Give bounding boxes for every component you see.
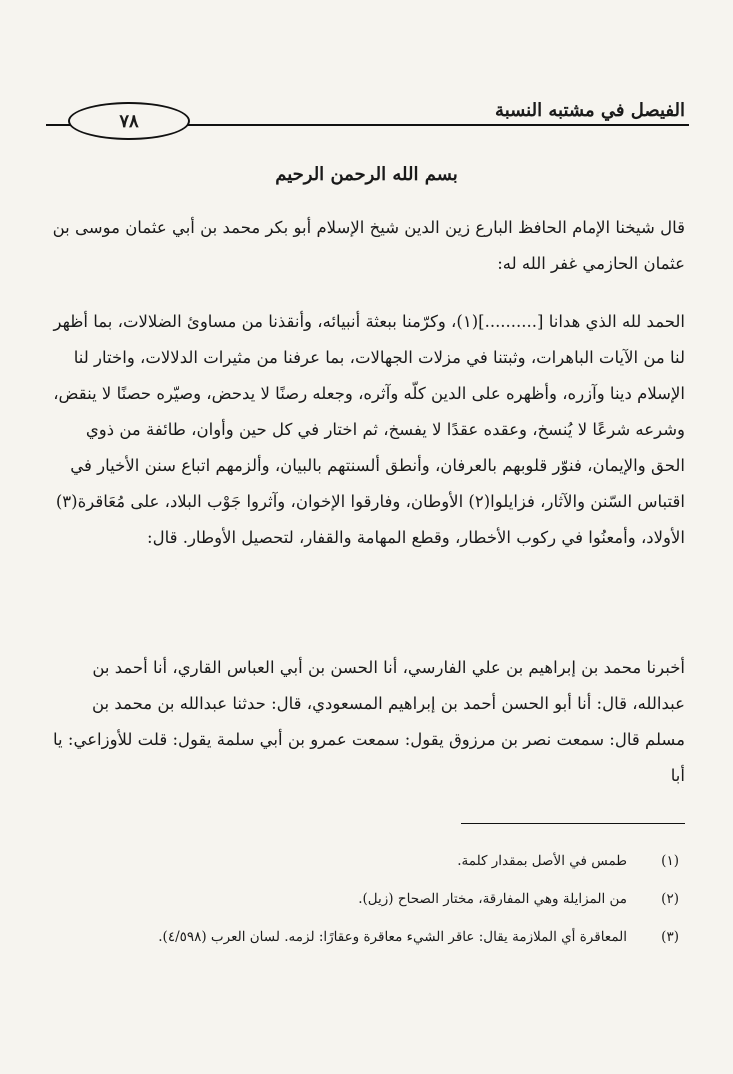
footnote-text: من المزايلة وهي المفارقة، مختار الصحاح (زيل). [358, 891, 627, 907]
footnote-text: طمس في الأصل بمقدار كلمة. [457, 853, 627, 869]
paragraph-text: أخبرنا محمد بن إبراهيم بن علي الفارسي، أنا الحسن بن أبي العباس القاري، أنا أحمد بن عبدالله، قال: أنا أبو الحسن أحمد بن إبراهيم المسعودي، قال: حدثنا عبدالله بن محمد بن مسلم قال: سمعت نصر بن مرزوق يقول: سمعت عمرو بن أبي سلمة يقول: قلت للأوزاعي: يا أبا [53, 658, 685, 785]
page-number: ٧٨ [119, 110, 139, 132]
footnote-divider [461, 823, 685, 824]
paragraph-text: قال شيخنا الإمام الحافظ البارع زين الدين شيخ الإسلام أبو بكر محمد بن أبي عثمان موسى بن عثمان الحازمي غفر الله له: [52, 218, 685, 273]
footnote-text: المعاقرة أي الملازمة يقال: عاقر الشيء معاقرة وعقارًا: لزمه. لسان العرب (٤/٥٩٨). [158, 929, 627, 945]
footnotes [48, 842, 685, 956]
footnote-number: (٣) [661, 929, 679, 945]
paragraph-praise [48, 304, 685, 556]
footnote-item [48, 842, 685, 880]
book-title: الفيصل في مشتبه النسبة [495, 100, 685, 121]
paragraph-text: الحمد لله الذي هدانا [..........](١)، وكرّمنا ببعثة أنبيائه، وأنقذنا من مساوئ الضلالات، بما أظهر لنا من الآيات الباهرات، وثبتنا في مزلات الجهالات، بما عرفنا من مثيرات الدلالات، واختار لنا الإسلام دينا وآزره، وأظهره على الدين كلّه وآثره، وجعله رصنًا لا يدحض، وصيّره حصنًا لا ينقض، وشرعه شرعًا لا يُنسخ، وعقده عقدًا لا يفسخ، ثم اختار في كل حين وأوان، طائفة من ذوي الحق والإيمان، فنوّر قلوبهم بالعرفان، وأنطق ألسنتهم بالبيان، وألزمهم اتباع سنن الأخيار في اقتباس السّنن والآثار، فزايلوا(٢) الأوطان، وفارقوا الإخوان، وآثروا جَوْب البلاد، على مُعَاقرة(٣) الأولاد، وأمعنُوا في ركوب الأخطار، وقطع المهامة والقفار، لتحصيل الأوطار. قال: [53, 312, 685, 547]
paragraph-intro [48, 210, 685, 282]
paragraph-isnad [48, 650, 685, 794]
page-number-badge [68, 102, 190, 140]
running-header [46, 96, 689, 136]
footnote-number: (١) [661, 853, 679, 869]
basmala-heading: بسم الله الرحمن الرحيم [275, 164, 458, 185]
footnote-item [48, 918, 685, 956]
footnote-number: (٢) [661, 891, 679, 907]
footnote-item [48, 880, 685, 918]
